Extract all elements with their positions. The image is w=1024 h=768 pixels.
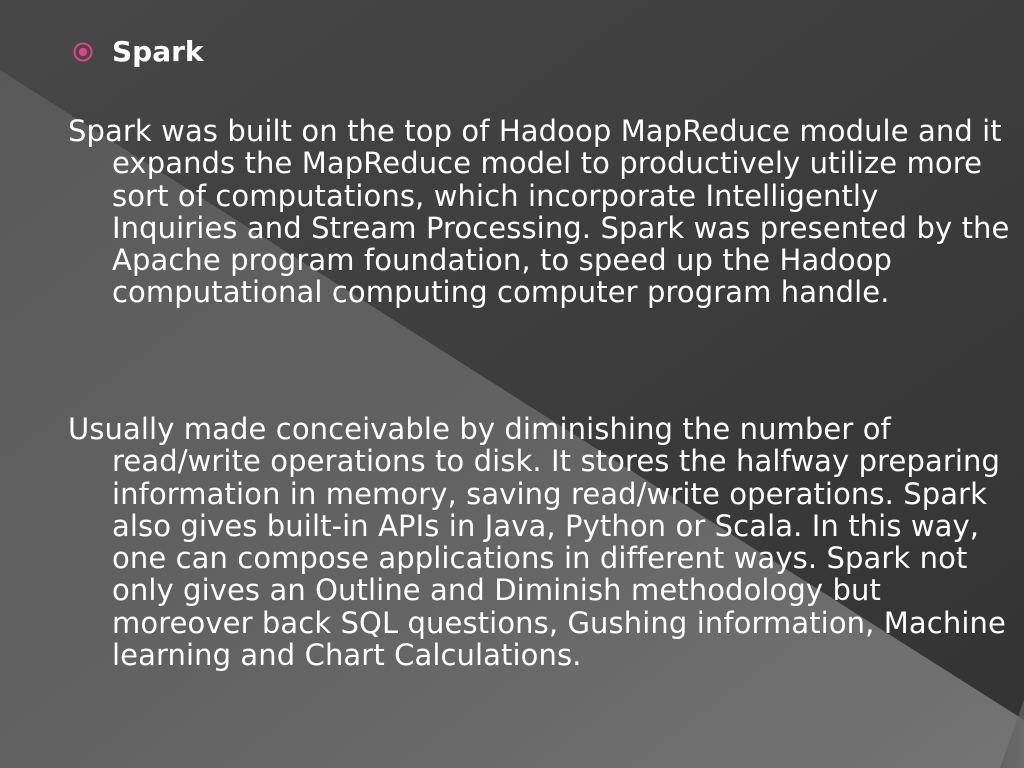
radio-circle-icon — [72, 41, 94, 63]
paragraph-spark-features: Usually made conceivable by diminishing the number of read/write operations to disk. It stores the halfway preparing information in memory, saving read/write operations. Spark also gives built-in APIs in Java, Python or Scala. In this way, one can compose applications in different ways. Spark not only gives an Outline and Diminish methodology but moreover back SQL questions, Gushing information, Machine learning and Chart Calculations. — [68, 412, 1006, 673]
bullet-row — [72, 32, 204, 72]
bullet-heading: Spark — [112, 35, 204, 68]
paragraph-spark-overview: Spark was built on the top of Hadoop MapReduce module and it expands the MapReduce model to productively utilize more sort of computations, which incorporate Intelligently Inquiries and Stream Processing. Spark was presented by the Apache program foundation, to speed up the Hadoop computational computing computer program handle. — [68, 114, 1010, 310]
